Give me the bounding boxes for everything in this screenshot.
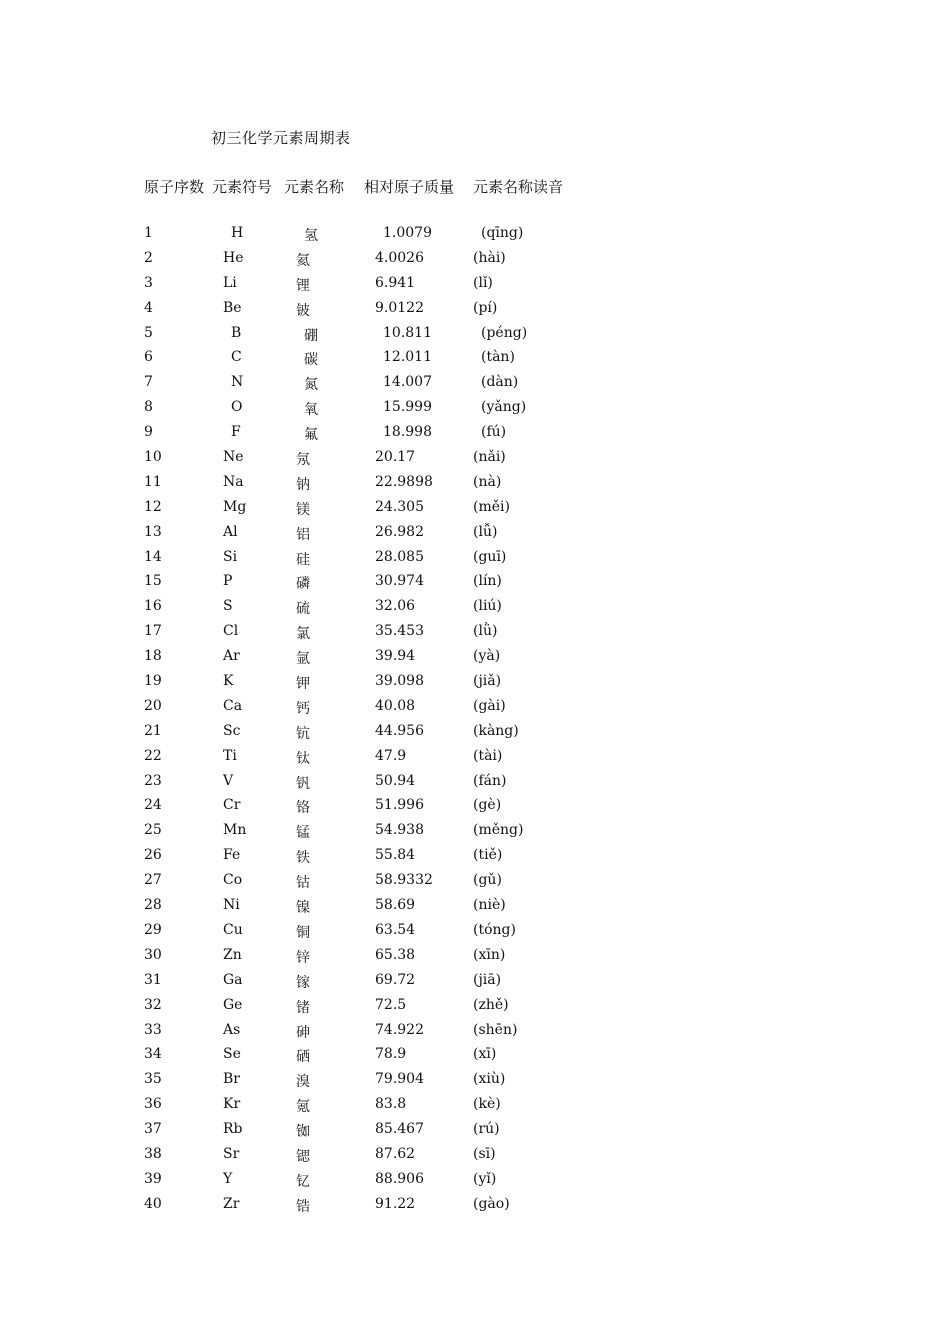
pronunciation-cell: (nǎi) <box>473 449 506 466</box>
element-name-cell: 溴 <box>296 1074 310 1091</box>
atomic-number-cell: 15 <box>144 573 162 590</box>
header-element-symbol: 元素符号 <box>212 178 273 196</box>
table-row <box>0 547 950 572</box>
table-row <box>0 820 950 845</box>
atomic-number-cell: 22 <box>144 747 162 764</box>
atomic-number-cell: 33 <box>144 1021 162 1038</box>
pronunciation-cell: (měng) <box>473 822 524 839</box>
element-table <box>0 223 950 1219</box>
table-row <box>0 323 950 348</box>
page-title: 初三化学元素周期表 <box>211 129 351 147</box>
element-symbol-cell: Co <box>223 872 243 889</box>
atomic-mass-cell: 28.085 <box>375 548 424 565</box>
atomic-number-cell: 23 <box>144 772 162 789</box>
table-row <box>0 1044 950 1069</box>
atomic-number-cell: 27 <box>144 872 162 889</box>
pronunciation-cell: (lǚ) <box>473 523 498 540</box>
atomic-mass-cell: 87.62 <box>375 1145 416 1162</box>
element-name-cell: 钾 <box>296 676 310 693</box>
pronunciation-cell: (rú) <box>473 1121 500 1138</box>
table-row <box>0 970 950 995</box>
pronunciation-cell: (yǐ) <box>473 1170 497 1187</box>
atomic-mass-cell: 39.94 <box>375 648 416 665</box>
atomic-number-cell: 8 <box>144 399 153 416</box>
atomic-mass-cell: 50.94 <box>375 772 416 789</box>
table-row <box>0 920 950 945</box>
table-row <box>0 447 950 472</box>
element-symbol-cell: Fe <box>223 847 241 864</box>
table-row <box>0 596 950 621</box>
atomic-mass-cell: 30.974 <box>375 573 424 590</box>
atomic-number-cell: 13 <box>144 523 162 540</box>
element-symbol-cell: F <box>231 424 241 441</box>
atomic-number-cell: 36 <box>144 1096 162 1113</box>
pronunciation-cell: (gài) <box>473 697 506 714</box>
atomic-number-cell: 21 <box>144 722 162 739</box>
element-symbol-cell: H <box>231 225 244 241</box>
atomic-mass-cell: 54.938 <box>375 822 424 839</box>
table-row <box>0 870 950 895</box>
pronunciation-cell: (jiǎ) <box>473 673 502 690</box>
atomic-mass-cell: 47.9 <box>375 747 407 764</box>
element-name-cell: 硒 <box>296 1049 310 1066</box>
atomic-number-cell: 38 <box>144 1145 162 1162</box>
atomic-number-cell: 31 <box>144 971 162 988</box>
table-row <box>0 646 950 671</box>
atomic-number-cell: 18 <box>144 648 162 665</box>
atomic-mass-cell: 78.9 <box>375 1046 407 1063</box>
atomic-number-cell: 14 <box>144 548 162 565</box>
atomic-mass-cell: 79.904 <box>375 1071 424 1088</box>
element-name-cell: 氯 <box>296 626 310 643</box>
atomic-number-cell: 29 <box>144 921 162 938</box>
table-row <box>0 372 950 397</box>
element-name-cell: 铜 <box>296 924 310 941</box>
element-name-cell: 锶 <box>296 1148 310 1165</box>
table-row <box>0 845 950 870</box>
element-name-cell: 氦 <box>296 252 310 269</box>
table-row <box>0 995 950 1020</box>
element-name-cell: 镍 <box>296 900 310 917</box>
element-name-cell: 砷 <box>296 1024 310 1041</box>
pronunciation-cell: (xī) <box>473 1046 497 1063</box>
pronunciation-cell: (fán) <box>473 772 507 789</box>
element-name-cell: 氢 <box>304 228 318 244</box>
table-row <box>0 746 950 771</box>
element-name-cell: 硅 <box>296 551 310 568</box>
table-row <box>0 671 950 696</box>
element-name-cell: 铷 <box>296 1124 310 1141</box>
atomic-mass-cell: 83.8 <box>375 1096 407 1113</box>
table-row <box>0 298 950 323</box>
atomic-number-cell: 2 <box>144 249 153 266</box>
element-name-cell: 硫 <box>296 601 310 618</box>
table-row <box>0 1119 950 1144</box>
atomic-mass-cell: 18.998 <box>383 424 432 441</box>
element-name-cell: 铝 <box>296 526 310 543</box>
pronunciation-cell: (yǎng) <box>481 399 527 416</box>
element-symbol-cell: Ne <box>223 449 244 466</box>
header-pronunciation: 元素名称读音 <box>473 178 564 196</box>
atomic-mass-cell: 65.38 <box>375 946 416 963</box>
atomic-mass-cell: 72.5 <box>375 996 407 1013</box>
element-symbol-cell: Ni <box>223 897 240 914</box>
atomic-number-cell: 11 <box>144 473 162 490</box>
element-name-cell: 钛 <box>296 750 310 767</box>
atomic-number-cell: 5 <box>144 324 153 341</box>
pronunciation-cell: (péng) <box>481 324 528 341</box>
pronunciation-cell: (tài) <box>473 747 503 764</box>
element-symbol-cell: Ga <box>223 971 243 988</box>
element-symbol-cell: As <box>223 1021 241 1038</box>
atomic-number-cell: 40 <box>144 1195 162 1212</box>
table-row <box>0 522 950 547</box>
atomic-number-cell: 17 <box>144 623 162 640</box>
pronunciation-cell: (qīng) <box>481 225 524 241</box>
atomic-number-cell: 24 <box>144 797 162 814</box>
pronunciation-cell: (kè) <box>473 1096 501 1113</box>
element-symbol-cell: Na <box>223 473 244 490</box>
element-name-cell: 硼 <box>304 327 318 344</box>
table-header <box>0 176 950 198</box>
pronunciation-cell: (lín) <box>473 573 502 590</box>
table-row <box>0 422 950 447</box>
element-name-cell: 铍 <box>296 302 310 319</box>
atomic-mass-cell: 88.906 <box>375 1170 424 1187</box>
element-name-cell: 铁 <box>296 850 310 867</box>
element-name-cell: 氮 <box>304 377 318 394</box>
pronunciation-cell: (niè) <box>473 897 506 914</box>
pronunciation-cell: (guī) <box>473 548 507 565</box>
element-name-cell: 氩 <box>296 651 310 668</box>
element-name-cell: 氖 <box>296 452 310 469</box>
element-name-cell: 钒 <box>296 775 310 792</box>
pronunciation-cell: (dàn) <box>481 374 519 391</box>
element-symbol-cell: Ge <box>223 996 243 1013</box>
element-name-cell: 钠 <box>296 476 310 493</box>
element-symbol-cell: Kr <box>223 1096 241 1113</box>
atomic-mass-cell: 22.9898 <box>375 473 433 490</box>
element-name-cell: 氧 <box>304 402 318 419</box>
table-row <box>0 721 950 746</box>
table-row <box>0 273 950 298</box>
element-name-cell: 锂 <box>296 277 310 294</box>
pronunciation-cell: (xīn) <box>473 946 506 963</box>
atomic-mass-cell: 63.54 <box>375 921 416 938</box>
atomic-mass-cell: 69.72 <box>375 971 416 988</box>
atomic-number-cell: 37 <box>144 1121 162 1138</box>
atomic-mass-cell: 15.999 <box>383 399 432 416</box>
atomic-mass-cell: 39.098 <box>375 673 424 690</box>
element-symbol-cell: K <box>223 673 234 690</box>
element-symbol-cell: B <box>231 324 242 341</box>
atomic-number-cell: 34 <box>144 1046 162 1063</box>
element-symbol-cell: Se <box>223 1046 241 1063</box>
element-name-cell: 氟 <box>304 427 318 444</box>
pronunciation-cell: (gào) <box>473 1195 510 1212</box>
element-symbol-cell: Sc <box>223 722 241 739</box>
atomic-mass-cell: 1.0079 <box>383 225 432 241</box>
atomic-mass-cell: 91.22 <box>375 1195 416 1212</box>
element-name-cell: 磷 <box>296 576 310 593</box>
atomic-mass-cell: 26.982 <box>375 523 424 540</box>
table-row <box>0 347 950 372</box>
header-atomic-number: 原子序数 <box>144 178 205 196</box>
element-symbol-cell: He <box>223 249 244 266</box>
pronunciation-cell: (sī) <box>473 1145 496 1162</box>
atomic-number-cell: 19 <box>144 673 162 690</box>
pronunciation-cell: (kàng) <box>473 722 519 739</box>
atomic-number-cell: 20 <box>144 697 162 714</box>
atomic-mass-cell: 58.69 <box>375 897 416 914</box>
element-symbol-cell: Al <box>223 523 238 540</box>
table-row <box>0 497 950 522</box>
atomic-mass-cell: 9.0122 <box>375 299 424 316</box>
element-name-cell: 锆 <box>296 1198 310 1215</box>
element-name-cell: 锰 <box>296 825 310 842</box>
element-symbol-cell: V <box>223 772 234 789</box>
pronunciation-cell: (lǐ) <box>473 274 493 291</box>
pronunciation-cell: (lǜ) <box>473 623 498 640</box>
element-name-cell: 钇 <box>296 1173 310 1190</box>
element-symbol-cell: Mn <box>223 822 247 839</box>
table-row <box>0 1144 950 1169</box>
element-symbol-cell: Zr <box>223 1195 240 1212</box>
pronunciation-cell: (liú) <box>473 598 502 615</box>
pronunciation-cell: (jiā) <box>473 971 502 988</box>
atomic-number-cell: 35 <box>144 1071 162 1088</box>
table-row <box>0 1069 950 1094</box>
element-symbol-cell: Br <box>223 1071 240 1088</box>
element-name-cell: 镁 <box>296 501 310 518</box>
element-symbol-cell: Mg <box>223 498 247 515</box>
atomic-number-cell: 4 <box>144 299 153 316</box>
element-name-cell: 钪 <box>296 725 310 742</box>
header-atomic-mass: 相对原子质量 <box>364 178 455 196</box>
atomic-mass-cell: 35.453 <box>375 623 424 640</box>
table-row <box>0 895 950 920</box>
atomic-mass-cell: 12.011 <box>383 349 432 366</box>
element-name-cell: 氪 <box>296 1099 310 1116</box>
pronunciation-cell: (měi) <box>473 498 510 515</box>
atomic-number-cell: 16 <box>144 598 162 615</box>
atomic-mass-cell: 44.956 <box>375 722 424 739</box>
header-element-name: 元素名称 <box>284 178 345 196</box>
element-symbol-cell: Zn <box>223 946 242 963</box>
table-row <box>0 397 950 422</box>
atomic-mass-cell: 40.08 <box>375 697 416 714</box>
table-row <box>0 795 950 820</box>
atomic-mass-cell: 20.17 <box>375 449 416 466</box>
table-row <box>0 1169 950 1194</box>
element-name-cell: 钙 <box>296 700 310 717</box>
element-symbol-cell: Ti <box>223 747 237 764</box>
atomic-mass-cell: 51.996 <box>375 797 424 814</box>
element-symbol-cell: Ca <box>223 697 243 714</box>
atomic-number-cell: 25 <box>144 822 162 839</box>
element-name-cell: 钴 <box>296 875 310 892</box>
pronunciation-cell: (tàn) <box>481 349 515 366</box>
element-symbol-cell: O <box>231 399 243 416</box>
table-row <box>0 771 950 796</box>
element-symbol-cell: Rb <box>223 1121 243 1138</box>
element-symbol-cell: Sr <box>223 1145 240 1162</box>
element-name-cell: 锌 <box>296 949 310 966</box>
element-symbol-cell: Y <box>223 1170 233 1187</box>
table-row <box>0 472 950 497</box>
atomic-number-cell: 39 <box>144 1170 162 1187</box>
atomic-number-cell: 6 <box>144 349 153 366</box>
pronunciation-cell: (tiě) <box>473 847 503 864</box>
atomic-number-cell: 7 <box>144 374 153 391</box>
atomic-mass-cell: 85.467 <box>375 1121 424 1138</box>
pronunciation-cell: (fú) <box>481 424 507 441</box>
atomic-number-cell: 30 <box>144 946 162 963</box>
atomic-number-cell: 12 <box>144 498 162 515</box>
element-symbol-cell: Be <box>223 299 242 316</box>
element-name-cell: 碳 <box>304 352 318 369</box>
element-symbol-cell: Cr <box>223 797 241 814</box>
atomic-mass-cell: 74.922 <box>375 1021 424 1038</box>
pronunciation-cell: (hài) <box>473 249 506 266</box>
table-row <box>0 1194 950 1219</box>
atomic-mass-cell: 10.811 <box>383 324 432 341</box>
atomic-mass-cell: 14.007 <box>383 374 432 391</box>
pronunciation-cell: (pí) <box>473 299 498 316</box>
atomic-number-cell: 3 <box>144 274 153 291</box>
element-symbol-cell: N <box>231 374 244 391</box>
pronunciation-cell: (gè) <box>473 797 502 814</box>
element-symbol-cell: Si <box>223 548 238 565</box>
pronunciation-cell: (zhě) <box>473 996 509 1013</box>
element-name-cell: 镓 <box>296 974 310 991</box>
pronunciation-cell: (yà) <box>473 648 501 665</box>
pronunciation-cell: (tóng) <box>473 921 516 938</box>
table-row <box>0 945 950 970</box>
table-row <box>0 248 950 273</box>
atomic-number-cell: 9 <box>144 424 153 441</box>
table-row <box>0 621 950 646</box>
element-symbol-cell: Cl <box>223 623 239 640</box>
pronunciation-cell: (gǔ) <box>473 872 502 889</box>
pronunciation-cell: (shēn) <box>473 1021 518 1038</box>
element-symbol-cell: Li <box>223 274 237 291</box>
element-name-cell: 锗 <box>296 999 310 1016</box>
atomic-mass-cell: 32.06 <box>375 598 416 615</box>
atomic-mass-cell: 4.0026 <box>375 249 424 266</box>
element-name-cell: 铬 <box>296 800 310 817</box>
table-row <box>0 696 950 721</box>
table-row <box>0 1020 950 1045</box>
atomic-number-cell: 28 <box>144 897 162 914</box>
atomic-mass-cell: 58.9332 <box>375 872 433 889</box>
element-symbol-cell: S <box>223 598 233 615</box>
atomic-number-cell: 10 <box>144 449 162 466</box>
element-symbol-cell: Ar <box>223 648 240 665</box>
table-row <box>0 1094 950 1119</box>
atomic-mass-cell: 24.305 <box>375 498 424 515</box>
atomic-number-cell: 32 <box>144 996 162 1013</box>
element-symbol-cell: P <box>223 573 233 590</box>
atomic-number-cell: 1 <box>144 225 153 241</box>
element-symbol-cell: Cu <box>223 921 243 938</box>
atomic-number-cell: 26 <box>144 847 162 864</box>
element-symbol-cell: C <box>231 349 242 366</box>
table-row <box>0 223 950 248</box>
atomic-mass-cell: 55.84 <box>375 847 416 864</box>
atomic-mass-cell: 6.941 <box>375 274 416 291</box>
pronunciation-cell: (nà) <box>473 473 502 490</box>
table-row <box>0 571 950 596</box>
pronunciation-cell: (xiù) <box>473 1071 506 1088</box>
